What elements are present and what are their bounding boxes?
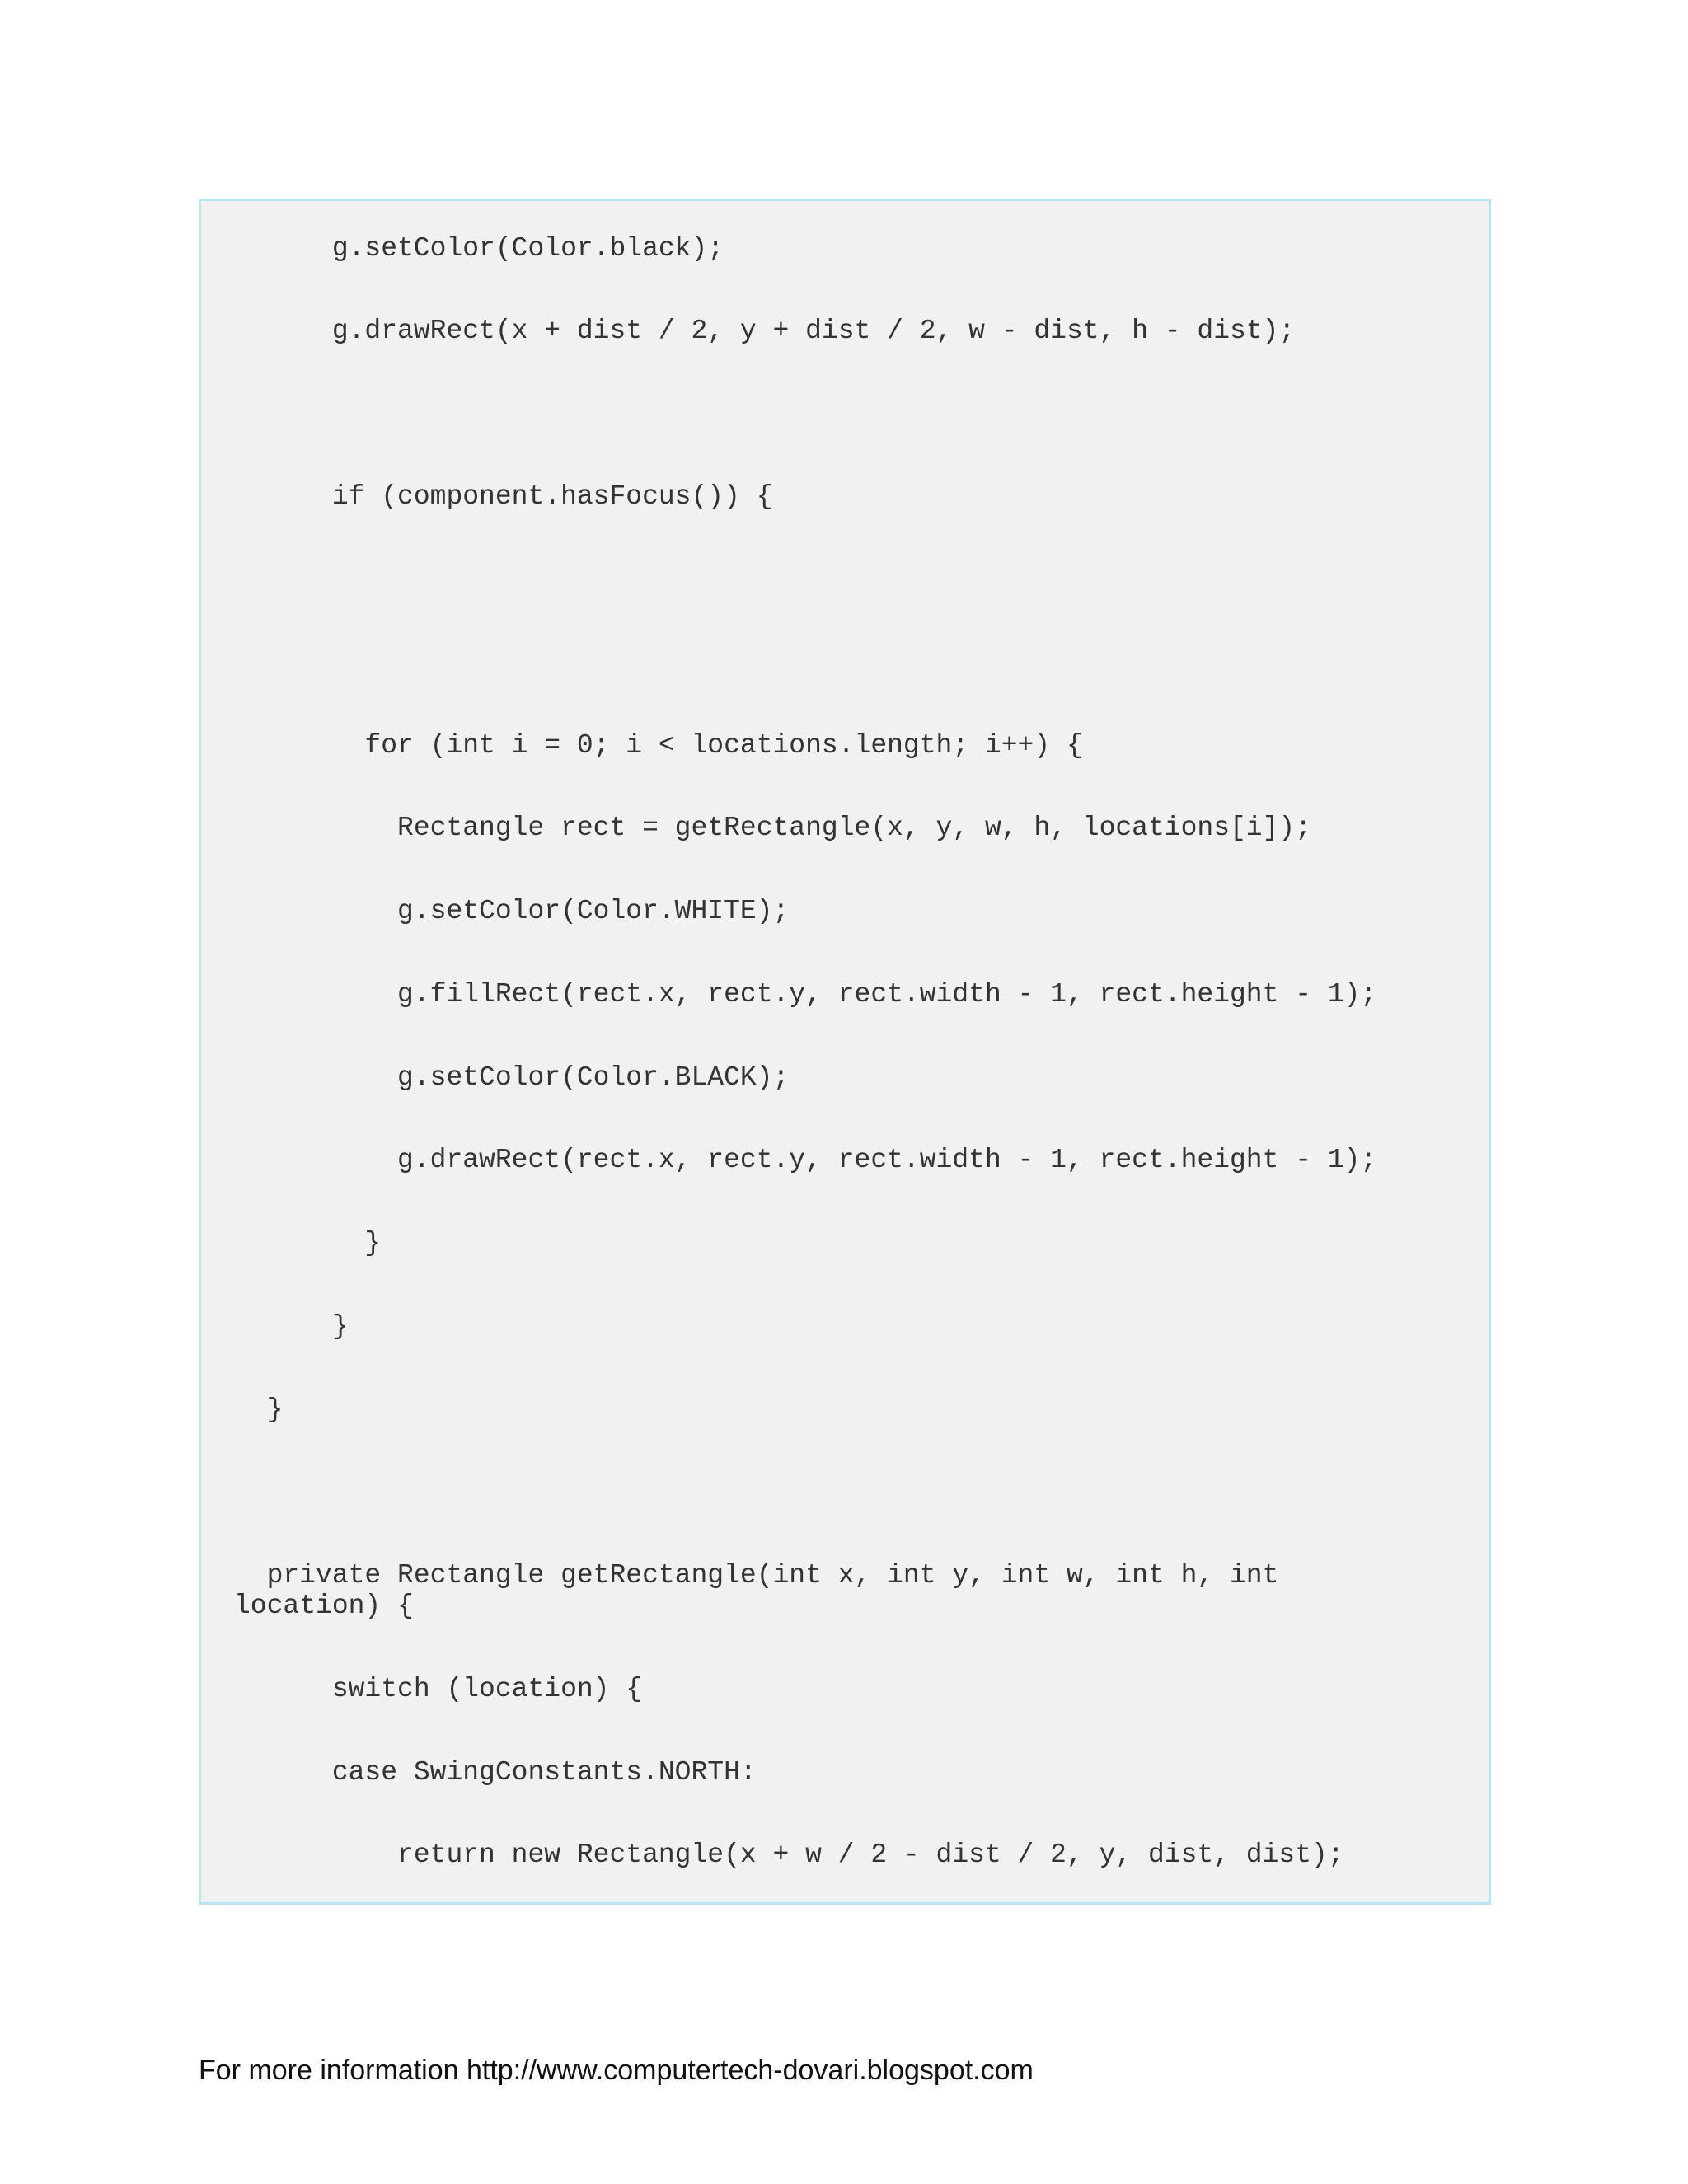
code-line: location) {: [234, 1591, 414, 1621]
code-line: }: [234, 1228, 382, 1258]
code-line: Rectangle rect = getRectangle(x, y, w, h, locations[i]);: [234, 813, 1312, 843]
code-line: g.drawRect(rect.x, rect.y, rect.width - 1, rect.height - 1);: [234, 1145, 1377, 1175]
code-line: g.fillRect(rect.x, rect.y, rect.width - 1, rect.height - 1);: [234, 979, 1377, 1010]
code-line: if (component.hasFocus()) {: [234, 481, 773, 512]
code-line: g.setColor(Color.black);: [234, 233, 724, 264]
code-listing: [199, 199, 1491, 1905]
code-line: private Rectangle getRectangle(int x, int y, int w, int h, int: [234, 1560, 1279, 1591]
code-line: switch (location) {: [234, 1674, 643, 1704]
code-line: case SwingConstants.NORTH:: [234, 1757, 757, 1788]
code-line: g.drawRect(x + dist / 2, y + dist / 2, w - dist, h - dist);: [234, 316, 1296, 346]
code-line: g.setColor(Color.BLACK);: [234, 1062, 790, 1093]
code-line: for (int i = 0; i < locations.length; i++) {: [234, 730, 1083, 761]
code-line: return new Rectangle(x + w / 2 - dist / 2, y, dist, dist);: [234, 1840, 1344, 1870]
code-line: }: [234, 1394, 284, 1425]
code-line: g.setColor(Color.WHITE);: [234, 896, 790, 926]
footer-text: For more information http://www.computertech-dovari.blogspot.com: [199, 2055, 1034, 2086]
code-line: }: [234, 1311, 349, 1342]
